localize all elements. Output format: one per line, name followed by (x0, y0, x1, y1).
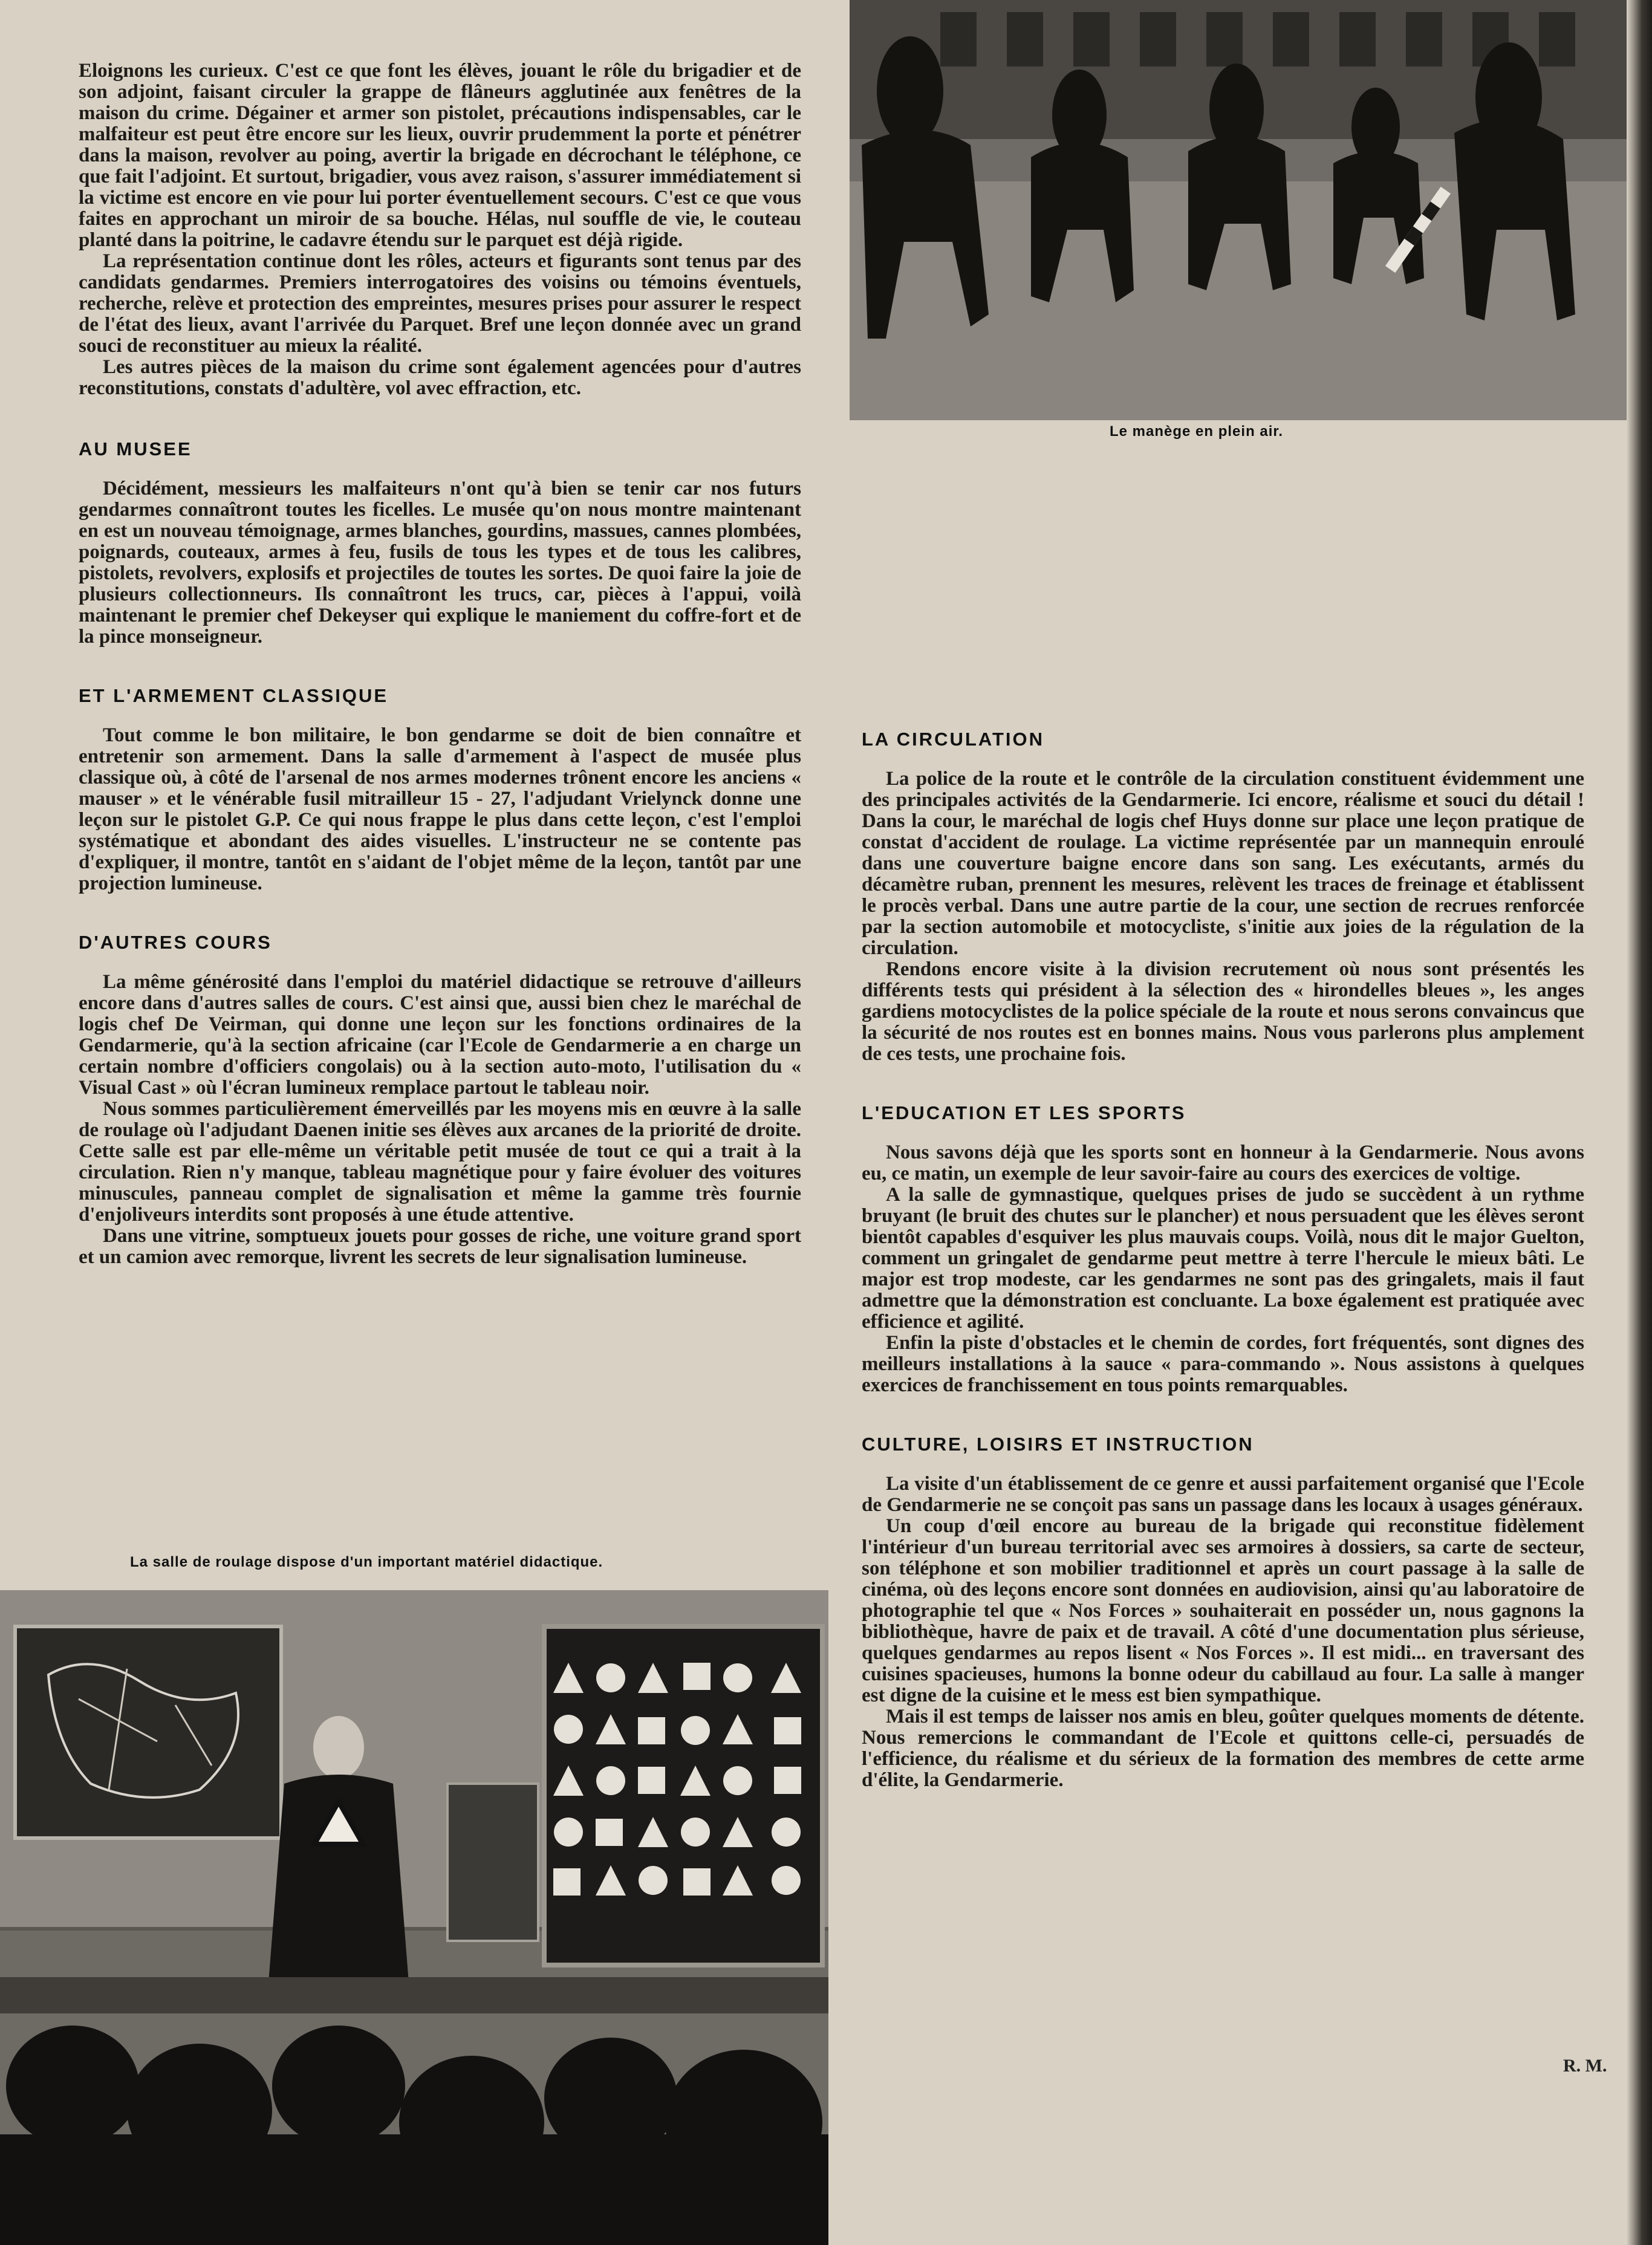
culture-paragraph-1: La visite d'un établissement de ce genre et aussi parfaitement organisé que l'Ecole de Gendarmerie ne se conçoit pas sans un passage dans les locaux à usages généraux. (862, 1473, 1584, 1516)
heading-autres-cours: D'AUTRES COURS (79, 932, 272, 953)
education-paragraph-1: Nous savons déjà que les sports sont en honneur à la Gendarmerie. Nous avons eu, ce matin, un exemple de leur savoir-faire au cours des exercices de voltige. (862, 1142, 1584, 1184)
autres-cours-paragraph-1: La même générosité dans l'emploi du matériel didactique se retrouve d'ailleurs encore dans d'autres salles de cours. C'est ainsi que, aussi bien chez le maréchal de logis chef De Veirman, qui donne une leçon sur les fonctions ordinaires de la Gendarmerie, qu'à la section africaine (car l'Ecole de Gendarmerie a en charge un certain nombre d'officiers congolais) ou à la section auto-moto, l'utilisation du « Visual Cast » où l'écran lumineux remplace partout le tableau noir. (79, 971, 801, 1099)
culture-paragraph-2: Un coup d'œil encore au bureau de la brigade qui reconstitue fidèlement l'intérieur d'un bureau territorial avec ses armoires à dossiers, sa carte de secteur, son téléphone et son mobilier traditionnel et après un court passage à la salle de cinéma, où des leçons encore sont données en audiovision, ainsi qu'au laboratoire de photographie tel que « Nos Forces » souhaiterait en posséder un, nous gagnons la bibliothèque, havre de paix et de travail. A côté d'une documentation plus sérieuse, quelques gendarmes au repos lisent « Nos Forces ». Il est midi... en traversant des cuisines spacieuses, humons la bonne odeur du cabillaud au four. La salle à manger est digne de la cuisine et le mess est bien sympathique. (862, 1515, 1584, 1706)
autres-cours-paragraph-2: Nous sommes particulièrement émerveillés par les moyens mis en œuvre à la salle de roulage où l'adjudant Daenen initie ses élèves aux arcanes de la priorité de droite. Cette salle est par elle-même un véritable petit musée de tout ce qui a trait à la circulation. Rien n'y manque, tableau magnétique pour y faire évoluer des voitures minuscules, panneau complet de signalisation et même la gamme très fournie d'enjoliveurs interdits sont proposés à une étude attentive. (79, 1098, 801, 1226)
armement-paragraph-1: Tout comme le bon militaire, le bon gendarme se doit de bien connaître et entretenir son armement. Dans la salle d'armement à l'aspect de musée plus classique où, à côté de l'arsenal de nos armes modernes trônent encore les anciens « mauser » et le vénérable fusil mitrailleur 15 - 27, l'adjudant Vrielynck donne une leçon sur le pistolet G.P. Ce qui nous frappe le plus dans cette leçon, c'est l'emploi systématique et abondant des aides visuelles. L'instructeur ne se contente pas d'expliquer, il montre, tantôt en s'aidant de l'objet même de la leçon, tantôt par une projection lumineuse. (79, 724, 801, 894)
page-edge-shadow (1627, 0, 1652, 2245)
horses-photo (850, 0, 1627, 420)
author-signature: R. M. (1563, 2056, 1607, 2076)
heading-au-musee: AU MUSEE (79, 438, 192, 460)
intro-paragraph-1: Eloignons les curieux. C'est ce que font les élèves, jouant le rôle du brigadier et de son adjoint, faisant circuler la grappe de flâneurs agglutinée aux fenêtres de la maison du crime. Dégainer et armer son pistolet, précautions indispensables, car le malfaiteur est peut être encore sur les lieux, ouvrir prudemment la porte et pénétrer dans la maison, revolver au poing, avertir la brigade en décrochant le téléphone, ce que fait l'adjoint. Et surtout, brigadier, vous avez raison, s'assurer immédiatement si la victime est encore en vie pour lui porter éventuellement secours. C'est ce que vous faites en approchant un miroir de sa bouche. Hélas, nul souffle de vie, le couteau planté dans la poitrine, le cadavre étendu sur le parquet est déjà rigide. (79, 60, 801, 251)
intro-paragraph-3: Les autres pièces de la maison du crime sont également agencées pour d'autres reconstitutions, constats d'adultère, vol avec effraction, etc. (79, 356, 801, 399)
circulation-paragraph-1: La police de la route et le contrôle de la circulation constituent évidemment une des principales activités de la Gendarmerie. Ici encore, réalisme et souci du détail ! Dans la cour, le maréchal de logis chef Huys donne sur place une leçon pratique de constat d'accident de roulage. La victime représentée par un mannequin enroulé dans une couverture baigne encore dans son sang. Les exécutants, armés du décamètre ruban, prennent les mesures, relèvent les traces de freinage et établissent le procès verbal. Dans une autre partie de la cour, une section de recrues renforcée par la section automobile et motocycliste, s'initie aux joies de la régulation de la circulation. (862, 768, 1584, 959)
circulation-paragraph-2: Rendons encore visite à la division recrutement où nous sont présentés les différents tests qui président à la sélection des « hirondelles bleues », les anges gardiens motocyclistes de la police spéciale de la route et nous serons convaincus que la sécurité de nos routes est en bonnes mains. Nous vous parlerons plus amplement de ces tests, une prochaine fois. (862, 958, 1584, 1065)
autres-cours-paragraph-3: Dans une vitrine, somptueux jouets pour gosses de riche, une voiture grand sport et un camion avec remorque, livrent les secrets de leur signalisation lumineuse. (79, 1225, 801, 1268)
intro-paragraph-2: La représentation continue dont les rôles, acteurs et figurants sont tenus par des candidats gendarmes. Premiers interrogatoires des voisins ou témoins éventuels, recherche, relève et protection des empreintes, mesures prises pour assurer le respect de l'état des lieux, avant l'arrivée du Parquet. Bref une leçon donnée avec un grand souci de reconstituer au mieux la réalité. (79, 250, 801, 357)
education-paragraph-3: Enfin la piste d'obstacles et le chemin de cordes, fort fréquentés, sont dignes des meilleurs installations à la sauce « para-commando ». Nous assistons à quelques exercices de franchissement en tous points remarquables. (862, 1332, 1584, 1396)
heading-education: L'EDUCATION ET LES SPORTS (862, 1102, 1186, 1123)
left-column (79, 60, 801, 1268)
education-paragraph-2: A la salle de gymnastique, quelques prises de judo se succèdent à un rythme bruyant (le bruit des chutes sur le plancher) et nous persuadent que les élèves seront bientôt capables d'esquiver les plus mauvais coups. Voilà, nous dit le major Guelton, comment un gringalet de gendarme peut mettre à terre l'hercule le mieux bâti. Le major est trop modeste, car les gendarmes ne sont pas des gringalets, mais il faut admettre que la démonstration est concluante. La boxe également est pratiquée avec efficience et agilité. (862, 1184, 1584, 1333)
heading-circulation: LA CIRCULATION (862, 729, 1045, 750)
heading-culture: CULTURE, LOISIRS ET INSTRUCTION (862, 1434, 1254, 1455)
culture-paragraph-3: Mais il est temps de laisser nos amis en bleu, goûter quelques moments de détente. Nous remercions le commandant de l'Ecole et quittons celle-ci, persuadés de l'efficience, du réalisme et du sérieux de la formation des membres de cette arme d'élite, la Gendarmerie. (862, 1706, 1584, 1791)
right-column (862, 729, 1584, 1791)
musee-paragraph-1: Décidément, messieurs les malfaiteurs n'ont qu'à bien se tenir car nos futurs gendarmes connaîtront toutes les ficelles. Le musée qu'on nous montre maintenant en est un nouveau témoignage, armes blanches, gourdins, massues, cannes plombées, poignards, couteaux, armes à feu, fusils de tous les types et de tous les calibres, pistolets, revolvers, explosifs et projectiles de toutes les sortes. De quoi faire la joie de plusieurs collectionneurs. Ils connaîtront les trucs, car, pièces à l'appui, voilà maintenant le premier chef Dekeyser qui explique le maniement du coffre-fort et de la pince monseigneur. (79, 478, 801, 648)
heading-armement: ET L'ARMEMENT CLASSIQUE (79, 685, 389, 706)
caption-horses: Le manège en plein air. (1110, 423, 1284, 440)
caption-classroom: La salle de roulage dispose d'un important matériel didactique. (130, 1554, 603, 1570)
classroom-photo (0, 1590, 828, 2245)
